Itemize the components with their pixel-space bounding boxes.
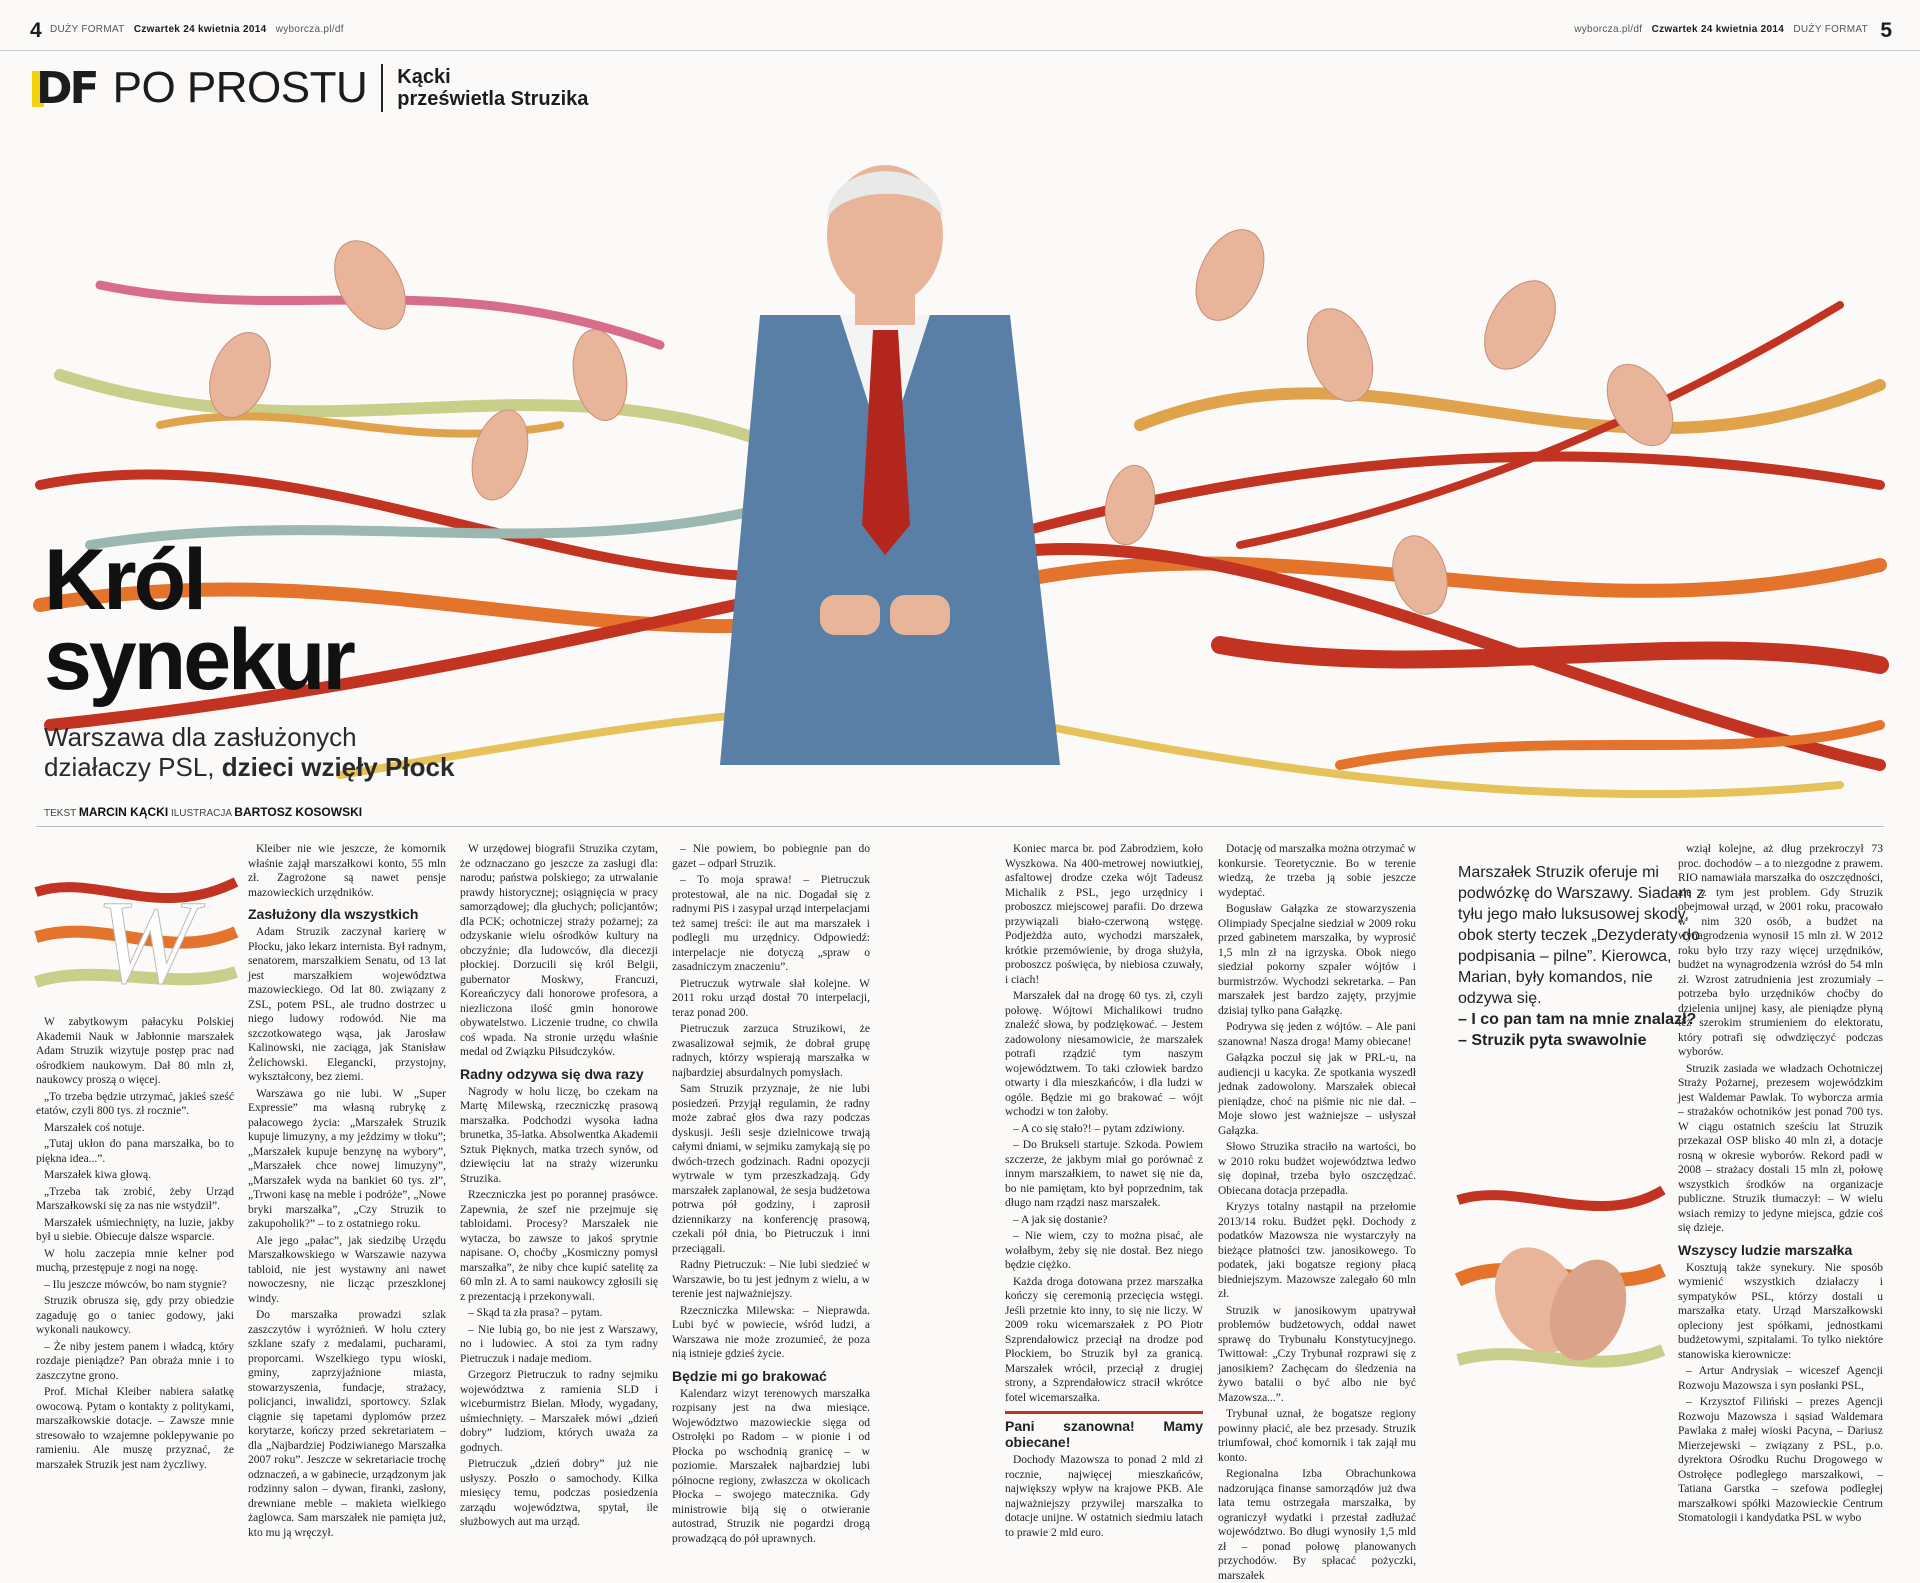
- paragraph: „Trzeba tak zrobić, żeby Urząd Marszałkowski się za nas nie wstydził”.: [36, 1185, 234, 1212]
- right-date: Czwartek 24 kwietnia 2014: [1651, 24, 1785, 35]
- byline-illus-label: ILUSTRACJA: [170, 808, 232, 819]
- paragraph: Dotację od marszałka można otrzymać w konkursie. Teoretycznie. Bo w terenie wiedzą, że trzeba ją sobie jeszcze wydeptać.: [1218, 843, 1416, 899]
- paragraph: Marszałek uśmiechnięty, na luzie, jakby był u siebie. Obiecuje dalsze wsparcie.: [36, 1216, 234, 1243]
- pull-quote: [1458, 862, 1708, 1051]
- byline: [44, 805, 362, 819]
- section-heading: Radny odzywa się dwa razy: [460, 1065, 644, 1082]
- paragraph: – Krzysztof Filiński – prezes Agencji Rozwoju Mazowsza i sąsiad Waldemara Pawlaka z małej wioski Pacyna, – Dariusz Mierzejewski – związany z PSL, p.o. dyrektora Ośrodku Ruchu Drogowego w Ostrołęce podległego marszałkowi, – Tatiana Garstka – szefowa podległej marszałkowi spółki Mazowieckie Centrum Stomatologii i kandydatka PSL w wybo: [1678, 1396, 1883, 1524]
- paragraph: Marszałek kiwa głową.: [44, 1169, 151, 1181]
- paragraph: Marszałek dał na drogę 60 tys. zł, czyli połowę. Wójtowi Michalikowi trudno znaleźć słowa, by podziękować. – Jestem zadowolony niesamowicie, że marszałek potrafi rządzić tym naszym województwem. To taki człowiek bardzo otwarty i dla mieszkańców, i dla ludzi w ogóle. Będzie mi go brakować – wójt wchodzi w ton żałoby.: [1005, 990, 1203, 1118]
- byline-text-label: TEKST: [44, 808, 77, 819]
- paragraph: – A co się stało?! – pytam zdziwiony.: [1013, 1122, 1185, 1135]
- paragraph: Sam Struzik przyznaje, że nie lubi posiedzeń. Przyjął regulamin, że radny może zabrać głos dwa razy podczas dyskusji. Jeśli sesje dzielnicowe trwają całymi dniami, w sejmiku zamykają się po dwóch-trzech godzinach. Radni opozycji wytrwale w tym przeszkadzają. Gdy marszałek zaplanował, że sesja budżetowa potrwa pół godziny, i zaprosił dziennikarzy na konferencję prasową, czekali pół dnia, bo Pietruczuk i inni przeciągali.: [672, 1083, 870, 1255]
- article-subtitle: [44, 722, 454, 782]
- figure: [720, 165, 1060, 765]
- section-heading: Zasłużony dla wszystkich: [248, 906, 419, 922]
- column-name-line2: prześwietla Struzika: [397, 88, 589, 110]
- paragraph: Rzeczniczka Milewska: – Nieprawda. Lubi być w powiecie, wśród ludzi, a Warszawa nie może zrozumieć, że poza nią istnieje gdzieś życie.: [672, 1304, 870, 1360]
- paragraph: Kalendarz wizyt terenowych marszałka rozpisany jest na dwa miesiące. Województwo mazowieckie sięga od Ostrołęki po Radom – w pionie i od Płocka po wschodnią granicę – w poziomie. Marszałek najbardziej lubi północne regiony, zwłaszcza w okolicach Płocka – swojego matecznika. Gdy ministrowie biją się o otwieranie autostrad, Struzik nie pogardzi drogą prowadzącą do pół uprawnych.: [672, 1387, 870, 1545]
- paragraph: Grzegorz Pietruczuk to radny sejmiku województwa z ramienia SLD i wiceburmistrz Bielan. Młody, wygadany, uśmiechnięty. – Marszałek mówi „dzień dobry” ludziom, których uważa za godnych.: [460, 1369, 658, 1454]
- paragraph: – Artur Andrysiak – wiceszef Agencji Rozwoju Mazowsza i syn posłanki PSL,: [1678, 1365, 1883, 1392]
- paragraph: – Nie powiem, bo pobiegnie pan do gazet – odparł Struzik.: [672, 843, 870, 870]
- left-folio: [50, 24, 344, 35]
- paragraph: Pietruczuk wytrwale słał kolejne. W 2011 roku urząd dostał 70 interpelacji, teraz ponad 200.: [672, 977, 870, 1019]
- article-column-5: [1005, 842, 1203, 1539]
- left-page-number: 4: [30, 19, 42, 42]
- pull-quote-text: Marszałek Struzik oferuje mi podwózkę do Warszawy. Siadam z tyłu jego mało luksusowej skody, obok sterty teczek „Dezyderaty do podpisania – pilne”. Kierowca, Marian, były komandos, nie odzywa się.: [1458, 864, 1705, 1007]
- paragraph: W urzędowej biografii Struzika czytam, że odznaczano go jeszcze za zasługi dla: narodu; państwa polskiego; za utrwalanie prawdy historycznej; osiągnięcia w pracy samorządowej; dla głuchych; policjantów; dla PCK; ochotniczej straży pożarnej; za odzyskanie wielu ośrodków kultury na obczyźnie; dla ludowców, dla diecezji płockiej. Dorzucili się król Belgii, gubernator Moskwy, Francuzi, Koreańczycy dali honorowe profesora, a niezliczona ilość gmin honorowe obywatelstwo. Liczenie trudne, co chwila coś wpada. Na stronie urzędu właśnie medal od Związku Piłsudczyków.: [460, 843, 658, 1058]
- paragraph: Struzik zasiada we władzach Ochotniczej Straży Pożarnej, prezesem wojewódzkim jest Waldemar Pawlak. To wyborcza armia – strażaków ochotników jest ponad 700 tys. W ciągu ostatnich sześciu lat Struzik przekazał OSP blisko 40 mln zł, a dotacje rosną w okresie wyborów. Rekord padł w 2008 – strażacy dostali 15 mln zł, połowę wszystkich środków na organizacje publiczne. Struzik tłumaczył: – W wielu wsiach remizy to jedyne miejsca, gdzie coś się dzieje.: [1678, 1062, 1883, 1234]
- paragraph: Dochody Mazowsza to ponad 2 mld zł rocznie, najwięcej mieszkańców, największy wpływ na krajowe PKB. Ale najważniejszy przywilej marszałka to dotacje unijne. W ostatnich siedmiu latach to prawie 2 mld euro.: [1005, 1454, 1203, 1539]
- paragraph: Struzik obrusza się, gdy przy obiedzie zagaduję go o taniec godowy, jaki wykonali naukowcy.: [36, 1295, 234, 1336]
- paragraph: Słowo Struzika straciło na wartości, bo w 2010 roku budżet województwa ledwo się dopinał, trzeba było oszczędzać. Obiecana dotacja przepadła.: [1218, 1141, 1416, 1197]
- paragraph: Kosztują także synekury. Nie sposób wymienić wszystkich działaczy i sympatyków PSL, którzy dostali u marszałka etaty. Urząd Marszałkowski opleciony jest spółkami, jednostkami budżetowymi, szpitalami. To tylko niektóre stanowiska kierownicze:: [1678, 1261, 1883, 1361]
- section-heading: Wszyscy ludzie marszałka: [1678, 1241, 1853, 1258]
- paragraph: Pietruczuk zarzuca Struzikowi, że zwasalizował sejmik, że dobrał grupę radnych, którzy wspierają marszałka w najbardziej absurdalnych pomysłach.: [672, 1023, 870, 1079]
- subtitle-line1: Warszawa dla zasłużonych: [44, 722, 357, 752]
- byline-illustrator: BARTOSZ KOSOWSKI: [234, 805, 363, 819]
- paragraph: W holu zaczepia mnie kelner pod muchą, przestępuje z nogi na nogę.: [36, 1247, 234, 1274]
- byline-author: MARCIN KĄCKI: [78, 805, 169, 819]
- section-masthead: [36, 60, 588, 116]
- right-url[interactable]: wyborcza.pl/df: [1574, 24, 1643, 35]
- paragraph: Trybunał uznał, że bogatsze regiony powinny płacić, ale bez przesady. Struzik triumfował, choć komornik i tak zajął mu konto.: [1218, 1408, 1416, 1464]
- article-headline: [44, 532, 353, 708]
- paragraph: Nagrody w holu liczę, bo czekam na Martę Milewską, rzeczniczkę prasową marszałka. Podchodzi wysoka ładna brunetka, 35-latka. Absolwentka Akademii Sztuk Pięknych, matka trzech synów, od dziewięciu lat na straży wizerunku Struzika.: [460, 1085, 658, 1185]
- paragraph: Rzeczniczka jest po porannej prasówce. Zapewnia, że szef nie przejmuje się tabloidami. Procesy? Marszałek nie wytacza, bo zawsze to jakoś sprytnie napisane. O, choćby „Kosmiczny pomysł marszałka”, że niby chce kupić satelitę za 60 mln zł. A to sami naukowcy zgłosili się z prezentacją i przekonywali.: [460, 1189, 658, 1303]
- right-section: DUŻY FORMAT: [1793, 24, 1868, 35]
- body-rule: [36, 826, 1884, 827]
- paragraph: Radny Pietruczuk: – Nie lubi siedzieć w Warszawie, bo tu jest jednym z wielu, a w terenie jest najważniejszy.: [672, 1259, 870, 1300]
- subtitle-line2-text: działaczy PSL,: [44, 752, 215, 782]
- pull-quote-bold: – I co pan tam na mnie znalazł? – Struzik pyta swawolnie: [1458, 1011, 1697, 1049]
- left-date: Czwartek 24 kwietnia 2014: [133, 24, 267, 35]
- column-name: [397, 66, 588, 110]
- left-section: DUŻY FORMAT: [50, 24, 125, 35]
- right-folio: [1574, 24, 1868, 35]
- article-column-2: [248, 842, 446, 1539]
- paragraph: wziął kolejne, aż dług przekroczył 73 proc. dochodów – a to niezgodne z prawem. RIO namawiała marszałka do oszczędności, ale z tym jest problem. Gdy Struzik obejmował urząd, w 2001 roku, pracowało w nim 320 osób, a budżet na wynagrodzenia wynosił 15 mln zł. W 2012 roku było trzy razy więcej urzędników, budżet na wynagrodzenia wzrósł do 54 mln zł. Wzrost zatrudnienia jest zrozumiały – potrzeba było urzędników choćby do dzielenia unijnej kasy, ale pieniądze płyną też szerokim strumieniem do elektoratu, który potrafi się odwdzięczyć podczas wyborów.: [1678, 843, 1883, 1058]
- subtitle-line2: [44, 752, 454, 782]
- df-logo: DF: [36, 62, 97, 114]
- dropcap-letter: W: [96, 875, 196, 1008]
- paragraph: Regionalna Izba Obrachunkowa nadzorująca finanse samorządów już dwa lata temu ostrzegała marszałka, by ograniczył wydatki i przestał zadłużać województwo. Bo długi wynosiły 1,5 mld zł – ponad połowę planowanych przychodów. By spłacać pożyczki, marszałek: [1218, 1468, 1416, 1582]
- paragraph: Do marszałka prowadzi szlak zaszczytów i wyróżnień. W holu cztery szklane szafy z medalami, pucharami, proporcami. Wszelkiego typu wioski, gminy, zaprzyjaźnione miasta, stowarzyszenia, fundacje, strażacy, policjanci, inwalidzi, sportowcy. Szlak ciągnie się tapetami dyplomów przez korytarze, kończy przed sekretariatem – dla „Najbardziej Podziwianego Marszałka 2007 roku”. Jeszcze w sekretariacie trochę odznaczeń, a w gabinecie, urządzonym jak rodzinny salon – dywan, firanki, zasłony, drewniane meble – makieta wielkiego żaglowca. Sam marszałek nie pamięta już, kto mu ją wręczył.: [248, 1309, 446, 1539]
- paragraph: Gałązka poczuł się jak w PRL-u, na audiencji u kacyka. Ze spotkania wyszedł jednak zadowolony. Marszałek obiecał pieniądze, choć na piśmie nic nie dał. – Moje słowo jest ważniejsze – usłyszał Gałązka.: [1218, 1052, 1416, 1137]
- paragraph: „Tutaj ukłon do pana marszałka, bo to piękna idea...”.: [36, 1138, 234, 1165]
- paragraph: – To moja sprawa! – Pietruczuk protestował, ale na nic. Dogadał się z radnymi PiS i zasypał urząd interpelacjami też samej treści: ile aut ma marszałek i podlegli mu urzędnicy. Odpowiedź: interpelacje nie dotyczą „spraw o zasadniczym znaczeniu”.: [672, 874, 870, 973]
- paragraph: Prof. Michał Kleiber nabiera sałatkę owocową. Pytam o kontakty z politykami, marszałkowskie dotacje. – Zawsze mnie stresowało to wzajemne poklepywanie po ramieniu. Ale muszę przyznać, że marszałek Struzik jest nam życzliwy.: [36, 1386, 234, 1471]
- paragraph: – Że niby jestem panem i władcą, który rozdaje pieniądze? Pan obraża mnie i to zaszczytne grono.: [36, 1340, 234, 1382]
- paragraph: – Skąd ta zła prasa? – pytam.: [468, 1307, 603, 1319]
- section-heading: Będzie mi go brakować: [672, 1367, 827, 1384]
- subtitle-bold: dzieci wzięły Płock: [221, 752, 455, 782]
- paragraph: Pietruczuk „dzień dobry” już nie usłyszy. Poszło o samochody. Kilka miesięcy temu, podczas posiedzenia zarządu województwa, spytał, ile służbowych aut ma urząd.: [460, 1458, 658, 1528]
- headline-line2: synekur: [44, 612, 353, 708]
- paragraph: Ale jego „pałac”, jak siedzibę Urzędu Marszałkowskiego w Warszawie nazywa tabloid, nie jest wystawny ani nawet nowoczesny, nie licząc przeszklonej windy.: [248, 1234, 446, 1305]
- paragraph: Koniec marca br. pod Zabrodziem, koło Wyszkowa. Na 400-metrowej nowiutkiej, asfaltowej drodze czeka wójt Tadeusz Michalik z PSL, jego urzędnicy i proboszcz miejscowej parafii. Do drzewa przywiązali biało-czerwoną wstęgę. Podjeżdża auto, wychodzi marszałek, krótkie przemówienie, by droga służyła, proboszcz poświęca, by niebiosa czuwały, i ciach!: [1005, 843, 1203, 986]
- headline-line1: Król: [44, 532, 204, 628]
- paragraph: Marszałek coś notuje.: [44, 1121, 145, 1134]
- article-column-3: [460, 842, 658, 1528]
- article-column-6: [1218, 842, 1416, 1582]
- article-column-4: [672, 842, 870, 1545]
- dropcap-ribbons: [36, 842, 236, 1012]
- article-column-1: [36, 1015, 234, 1471]
- paragraph: – Ilu jeszcze mówców, bo nam stygnie?: [44, 1278, 227, 1291]
- paragraph: – Do Brukseli startuje. Szkoda. Powiem szczerze, że jakbym miał go porównać z innym marszałkiem, to nawet się nie da, bo nie pamiętam, kto był poprzednim, tak długo nam rządzi nasz marszałek.: [1005, 1139, 1203, 1209]
- masthead-divider: [381, 64, 383, 112]
- paragraph: Struzik w janosikowym upatrywał problemów budżetowych, oddał nawet sprawę do Trybunału Konstytucyjnego. Twittował: „Czy Trybunał rozprawi się z janosikiem? Zachęcam do śledzenia na żywo batalii o być albo nie być Mazowsza...”.: [1218, 1304, 1416, 1404]
- paragraph: Adam Struzik zaczynał karierę w Płocku, jako lekarz internista. Był radnym, senatorem, marszałkiem Senatu, od 13 lat jest marszałkiem województwa mazowieckiego. Od lat 80. związany z ZSL, potem PSL, ale trudno dostrzec u niego ludowy rodowód. Nie ma szczotkowatego wąsa, jak Jarosław Kalinowski, nie zaciąga, jak Stanisław Żelichowski. Elegancki, przystojny, wykształcony, bez ziemi.: [248, 926, 446, 1083]
- paragraph: Warszawa go nie lubi. W „Super Expressie” ma własną rubrykę z pałacowego życia: „Marszałek Struzik kupuje limuzyny, a my jeździmy w tłoku”; „Marszałek kupuje benzynę na wybory”, „Marszałek chce nowej limuzyny”, „Marszałek wyda na bankiet 60 tys. zł”, „Trwoni kasę na meble i podróże”, „Nowe bryki marszałka”, „Czy Struzik to zakupoholik?” – to z ostatniego roku.: [248, 1087, 446, 1230]
- paragraph: Każda droga dotowana przez marszałka kończy się ceremonią przecięcia wstęgi. Jeśli przetnie kto inny, to się nie liczy. W 2009 roku wicemarszałek z PO Piotr Szprendałowicz przeciął na drodze pod Płockiem, bo Struzik był za granicą. Marszałek wrócił, przeciął z drugiej strony, a Szprendałowicz stracił wkrótce fotel wicemarszałka.: [1005, 1275, 1203, 1404]
- section-title: PO PROSTU: [112, 63, 368, 112]
- paragraph: – Nie lubią go, bo nie jest z Warszawy, no i ludowiec. A stoi za tym radny Pietruczuk i nadaje mediom.: [460, 1323, 658, 1365]
- right-page-number: 5: [1880, 19, 1892, 42]
- main-illustration: [40, 125, 1880, 825]
- section-heading: Pani szanowna! Mamy obiecane!: [1005, 1411, 1203, 1450]
- paragraph: Podrywa się jeden z wójtów. – Ale pani szanowna! Nasza droga! Mamy obiecane!: [1218, 1021, 1416, 1048]
- paragraph: Bogusław Gałązka ze stowarzyszenia Olimpiady Specjalne siedział w 2009 roku przed gabinetem marszałka, by wyprosić 1,5 mln zł na igrzyska. Obok niego siedział pokorny szpaler wójtów i burmistrzów. Wychodzi sekretarka. – Pan marszałek jest bardzo zajęty, przyjmie dzisiaj tylko pana Gałązkę.: [1218, 903, 1416, 1017]
- paragraph: Kleiber nie wie jeszcze, że komornik właśnie zajął marszałkowi konto, 55 mln zł. Zagrożone są nawet pensje mazowieckich urzędników.: [248, 843, 446, 899]
- pull-quote-illustration: [1458, 1160, 1663, 1395]
- paragraph: W zabytkowym pałacyku Polskiej Akademii Nauk w Jabłonnie marszałek Adam Struzik wizytuje postęp prac nad ośrodkiem naukowym. Dał 80 mln zł, naukowcy proszą o więcej.: [36, 1016, 234, 1086]
- paragraph: Kryzys totalny nastąpił na przełomie 2013/14 roku. Budżet pękł. Dochody z podatków Mazowsza nie wystarczyły na bieżące płatności tzw. janosikowego. To podatek, jaki bogatsze regiony płacą biedniejszym. Mazowsze zalegało 60 mln zł.: [1218, 1201, 1416, 1300]
- paragraph: „To trzeba będzie utrzymać, jakieś sześć etatów, czyli 800 tys. zł rocznie”.: [36, 1090, 234, 1117]
- page-header: [0, 0, 1920, 51]
- column-name-line1: Kącki: [397, 66, 451, 88]
- paragraph: – Nie wiem, czy to można pisać, ale wołałbym, żeby się nie dostał. Bez niego będzie ciężko.: [1005, 1230, 1203, 1271]
- article-column-8: [1678, 842, 1883, 1524]
- paragraph: – A jak się dostanie?: [1013, 1213, 1108, 1226]
- left-url[interactable]: wyborcza.pl/df: [275, 24, 344, 35]
